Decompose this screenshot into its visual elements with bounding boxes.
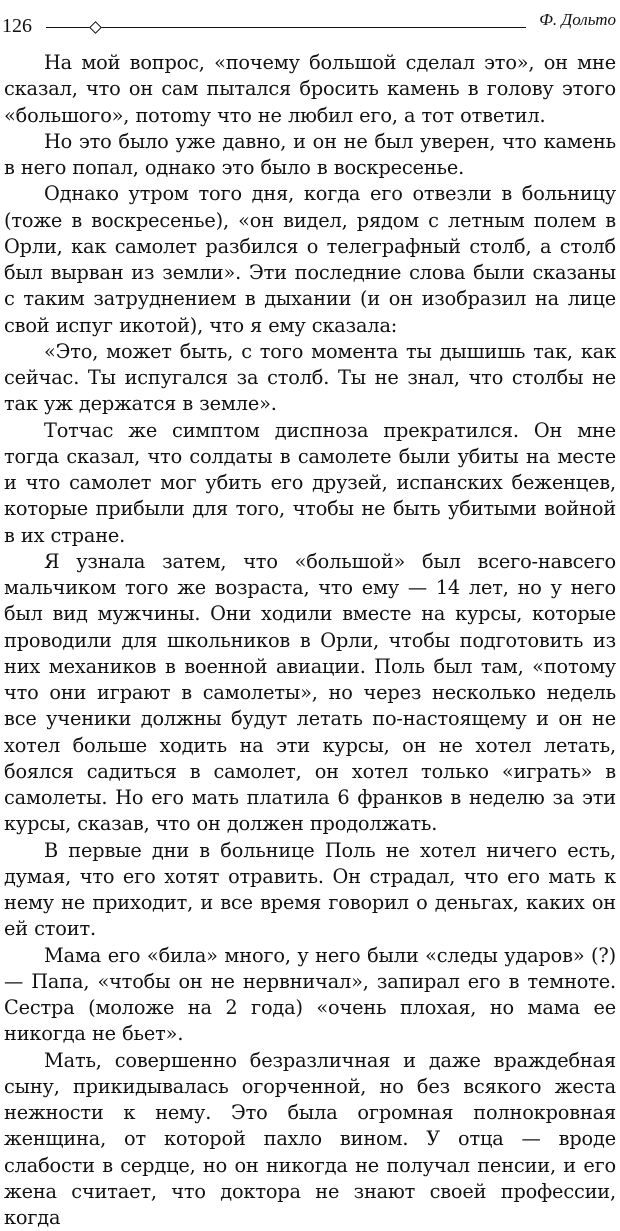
page-header <box>0 0 620 40</box>
header-rule <box>46 27 526 28</box>
paragraph: Мама его «била» много, у него были «следы ударов» (?) — Папа, «чтобы он не нервничал», запирал его в темноте. Сестра (моложе на 2 года) «очень плохая, но мама ее никогда не бьет». <box>4 943 616 1048</box>
page-number: 126 <box>2 14 32 38</box>
paragraph: Но это было уже давно, и он не был уверен, что камень в него попал, однако это было в воскресенье. <box>4 129 616 182</box>
paragraph: Я узнала затем, что «большой» был всего-навсего мальчиком того же возраста, что ему — 14 лет, но у него был вид мужчины. Они ходили вместе на курсы, которые проводили для школьников в Орли, чтобы подготовить из них механиков в военной авиации. Поль был там, «потому что они играют в самолеты», но через несколько недель все ученики должны будут летать по-настоящему и он не хотел больше ходить на эти курсы, он не хотел летать, боялся садиться в самолет, он хотел только «играть» в самолеты. Но его мать платила 6 франков в неделю за эти курсы, сказав, что он должен продолжать. <box>4 549 616 838</box>
page-body <box>4 50 616 1231</box>
paragraph: Однако утром того дня, когда его отвезли в больницу (тоже в воскресенье), «он видел, рядом с летным полем в Орли, как самолет разбился о телеграфный столб, а столб был вырван из земли». Эти последние слова были сказаны с таким затруднением в дыхании (и он изобразил на лице свой испуг икотой), что я ему сказала: <box>4 181 616 339</box>
header-diamond-ornament <box>89 21 102 34</box>
paragraph: На мой вопрос, «почему большой сделал это», он мне сказал, что он сам пытался бросить камень в голову этого «большого», потоmу что не любил его, а тот ответил. <box>4 50 616 129</box>
paragraph: Мать, совершенно безразличная и даже враждебная сыну, прикидывалась огорченной, но без всякого жеста нежности к нему. Это была огромная полнокровная женщина, от которой пахло вином. У отца — вроде слабости в сердце, но он никогда не получал пенсии, и его жена считает, что доктора не знают своей профессии, когда <box>4 1048 616 1231</box>
paragraph: В первые дни в больнице Поль не хотел ничего есть, думая, что его хотят отравить. Он страдал, что его мать к нему не приходит, и все время говорил о деньгах, каких он ей стоит. <box>4 838 616 943</box>
paragraph: «Это, может быть, с того момента ты дышишь так, как сейчас. Ты испугался за столб. Ты не знал, что столбы не так уж держатся в земле». <box>4 339 616 418</box>
paragraph: Тотчас же симптом диспноза прекратился. Он мне тогда сказал, что солдаты в самолете были убиты на месте и что самолет мог убить его друзей, испанских беженцев, которые прибыли для того, чтобы не быть убитыми войной в их стране. <box>4 418 616 549</box>
running-title: Ф. Дольто <box>539 9 616 31</box>
